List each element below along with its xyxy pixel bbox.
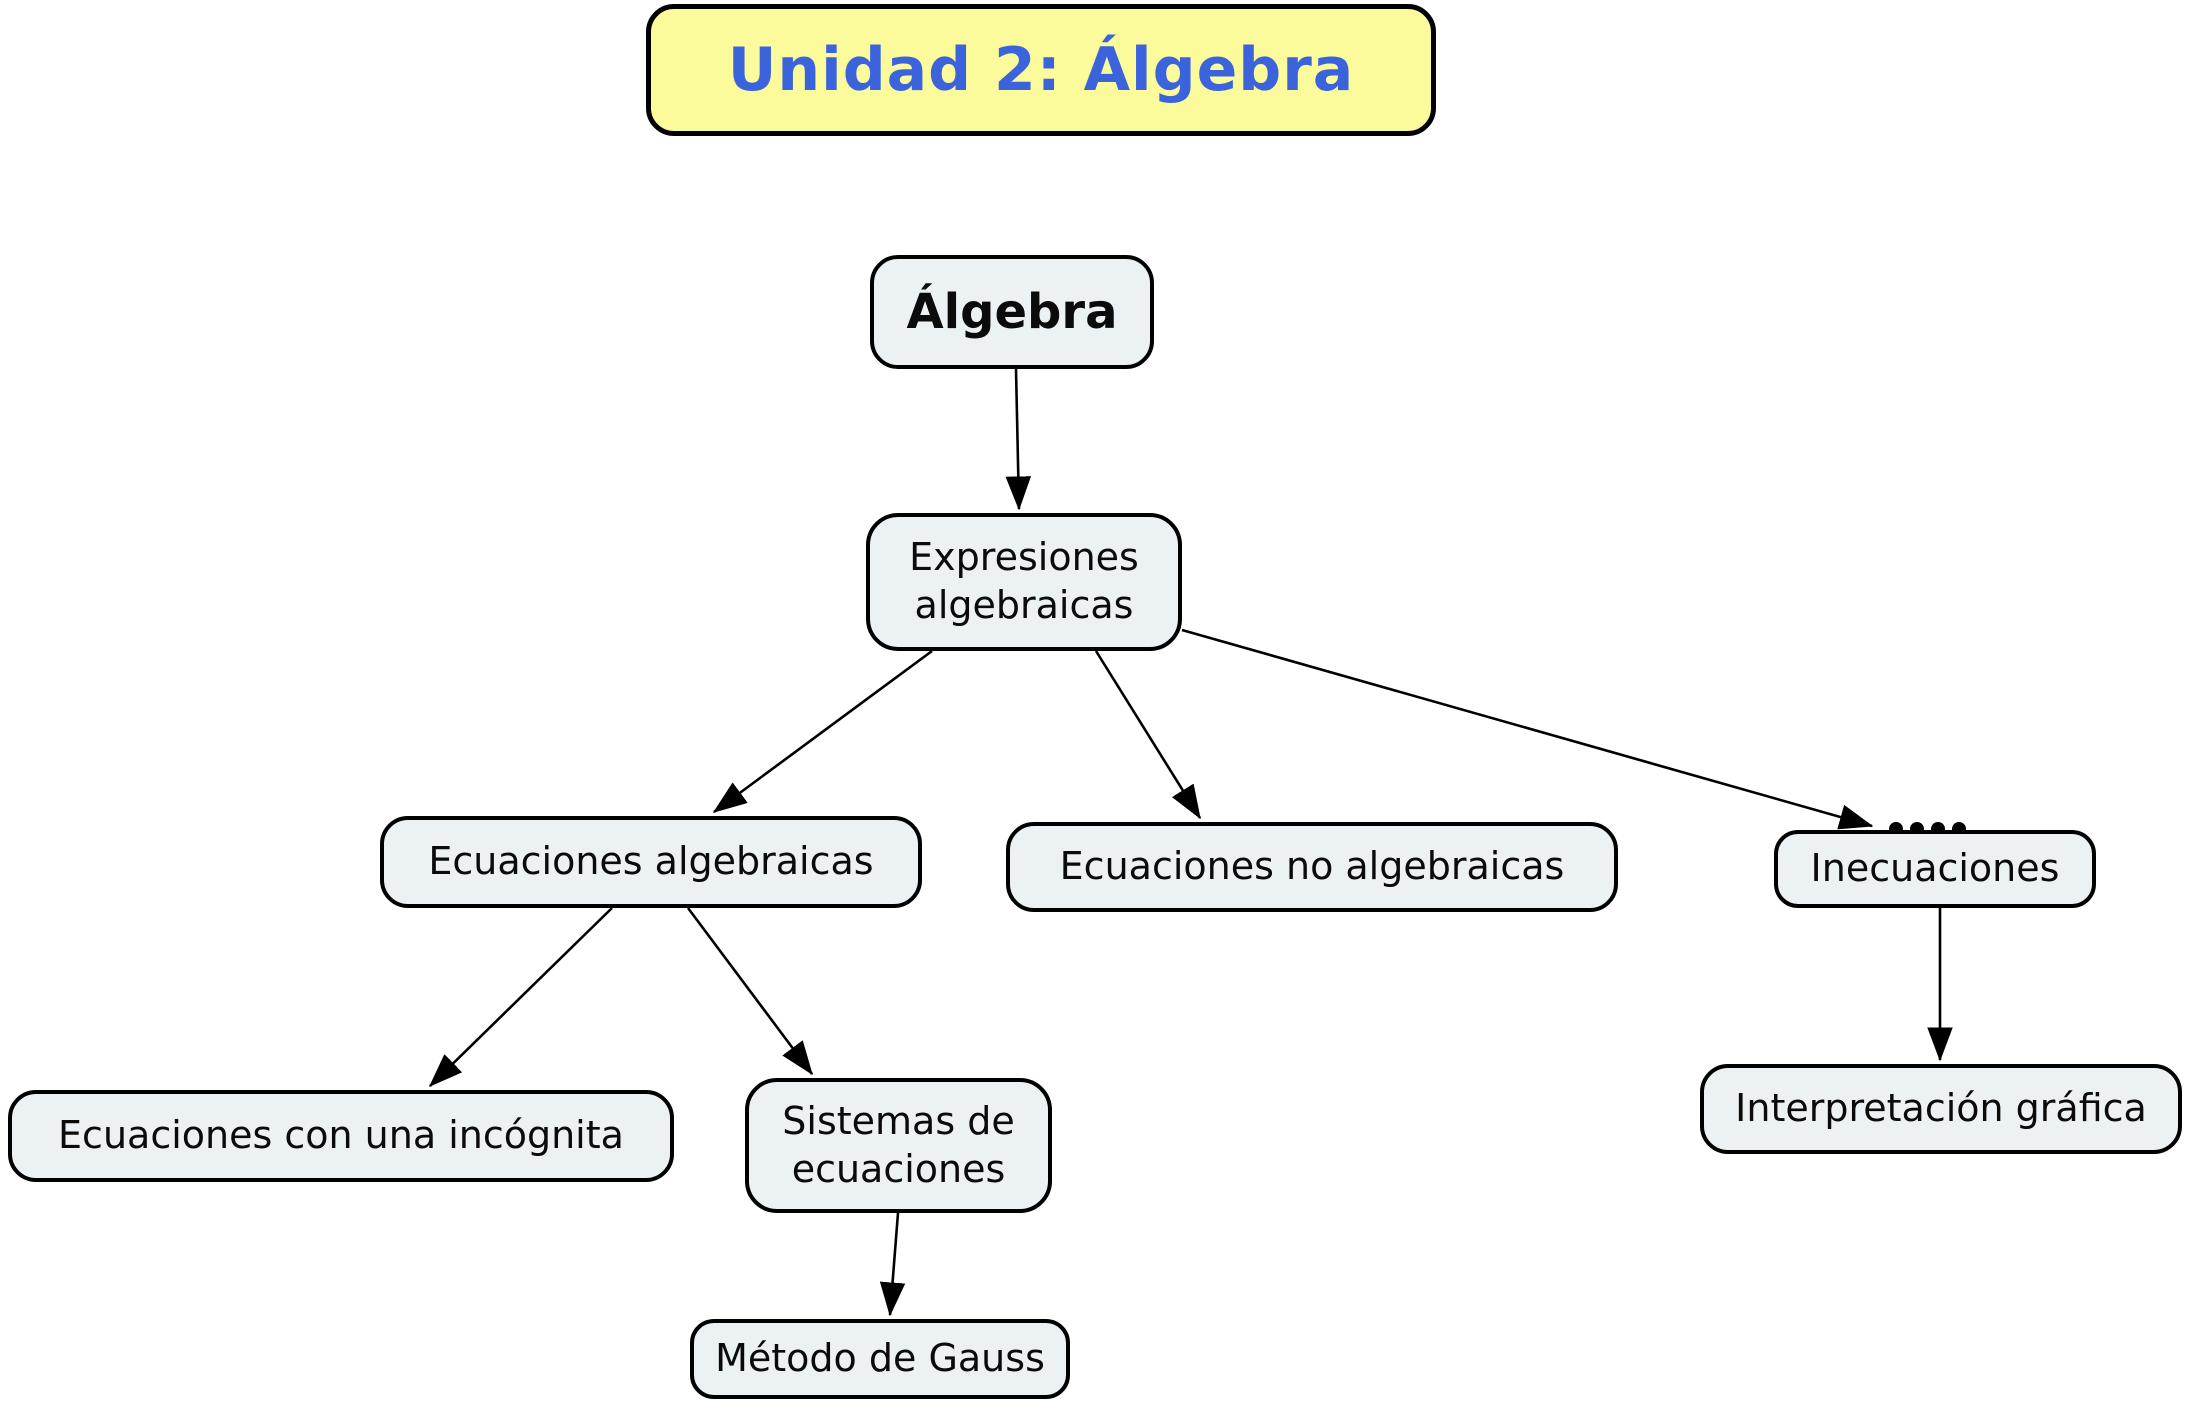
node-algebra-label: Álgebra (906, 283, 1118, 340)
node-sistemas-de-ecuaciones-label: Sistemas de ecuaciones (782, 1098, 1015, 1191)
node-inecuaciones-label: Inecuaciones (1810, 846, 2060, 891)
node-ecuaciones-algebraicas-label: Ecuaciones algebraicas (428, 839, 874, 884)
edge-ecuaciones-algebraicas-sistemas (688, 908, 812, 1074)
edge-algebra-expresiones (1016, 369, 1019, 509)
edge-ecuaciones-algebraicas-incognita (430, 908, 612, 1086)
node-interpretacion-grafica-label: Interpretación gráfica (1735, 1086, 2147, 1131)
node-ecuaciones-no-algebraicas[interactable] (1006, 822, 1618, 912)
node-sistemas-de-ecuaciones[interactable] (745, 1078, 1052, 1213)
node-ecuaciones-algebraicas[interactable] (380, 816, 922, 908)
node-metodo-de-gauss-label: Método de Gauss (715, 1336, 1045, 1381)
edge-expresiones-ecuaciones-no-algebraicas (1096, 651, 1200, 818)
node-metodo-de-gauss[interactable] (690, 1319, 1070, 1399)
edge-sistemas-metodo (890, 1213, 898, 1315)
node-ecuaciones-no-algebraicas-label: Ecuaciones no algebraicas (1059, 844, 1565, 889)
node-inecuaciones[interactable] (1774, 830, 2096, 908)
node-ecuaciones-con-una-incognita-label: Ecuaciones con una incógnita (58, 1113, 624, 1158)
edge-expresiones-ecuaciones-algebraicas (714, 651, 932, 812)
map-title[interactable] (646, 4, 1436, 136)
node-ecuaciones-con-una-incognita[interactable] (8, 1090, 674, 1182)
node-interpretacion-grafica[interactable] (1700, 1064, 2182, 1154)
node-expresiones-algebraicas[interactable] (866, 513, 1182, 651)
node-expresiones-algebraicas-label: Expresiones algebraicas (909, 535, 1139, 627)
edge-expresiones-inecuaciones (1182, 630, 1872, 826)
node-algebra[interactable] (870, 255, 1154, 369)
map-title-label: Unidad 2: Álgebra (727, 35, 1355, 105)
